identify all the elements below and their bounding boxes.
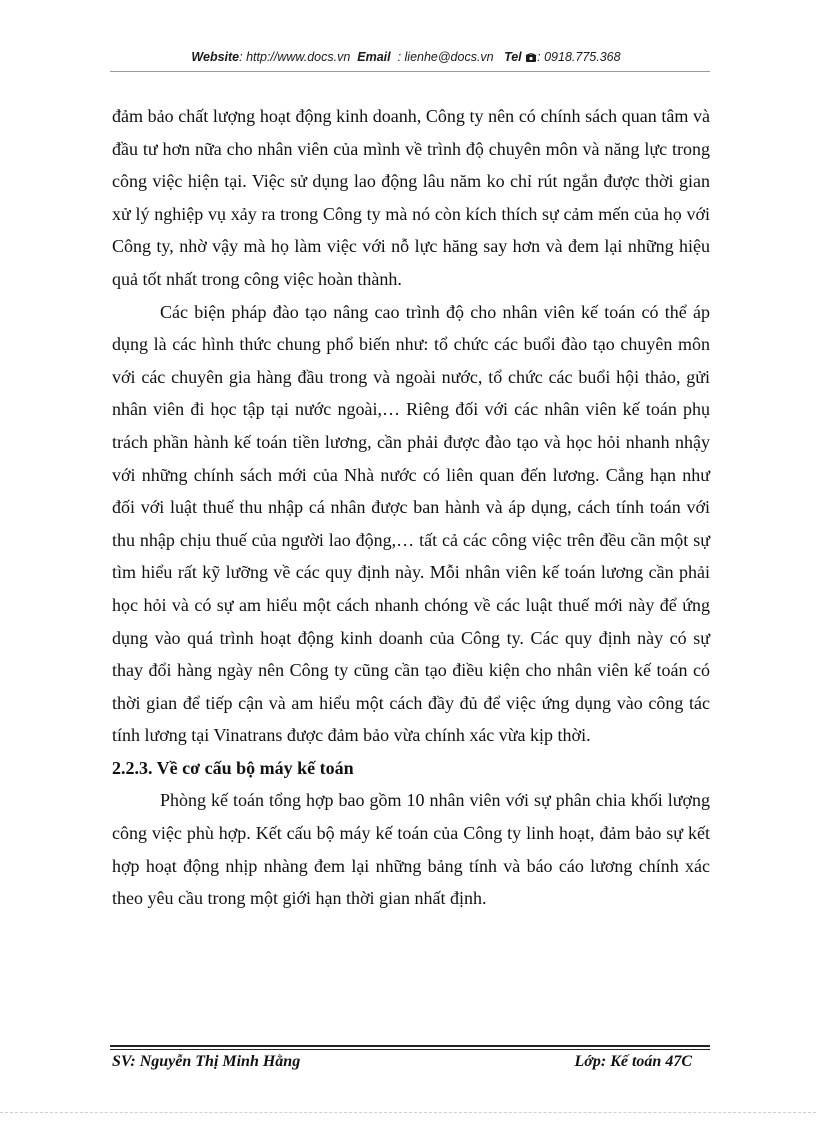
page-header	[110, 50, 702, 66]
footer-class-name: Lớp: Kế toán 47C	[574, 1053, 692, 1070]
document-body	[112, 100, 710, 915]
footer-student-name: SV: Nguyễn Thị Minh Hằng	[112, 1053, 301, 1070]
phone-icon	[525, 51, 537, 66]
tel-value: : 0918.775.368	[537, 50, 621, 64]
email-label: Email	[357, 50, 391, 64]
header-rule	[110, 71, 710, 72]
footer-rule-thin	[110, 1049, 710, 1050]
tel-label: Tel	[504, 50, 522, 64]
footer-rule-thick	[110, 1045, 710, 1047]
website-value: : http://www.docs.vn	[239, 50, 351, 64]
website-label: Website	[191, 50, 240, 64]
email-value: : lienhe@docs.vn	[397, 50, 494, 64]
paragraph-3: Phòng kế toán tổng hợp bao gồm 10 nhân viên với sự phân chia khối lượng công việc phù hợp. Kết cấu bộ máy kế toán của Công ty linh hoạt, đảm bảo sự kết hợp hoạt động nhịp nhàng đem lại những bảng tính và báo cáo lương chính xác theo yêu cầu trong một giới hạn thời gian nhất định.	[112, 790, 710, 909]
section-heading: 2.2.3. Về cơ cấu bộ máy kế toán	[112, 757, 354, 778]
paragraph-2: Các biện pháp đào tạo nâng cao trình độ cho nhân viên kế toán có thể áp dụng là các hình thức chung phổ biến như: tổ chức các buổi đào tạo chuyên môn với các chuyên gia hàng đầu trong và ngoài nước, tổ chức các buổi hội thảo, gửi nhân viên đi học tập tại nước ngoài,… Riêng đối với các nhân viên kế toán phụ trách phần hành kế toán tiền lương, cần phải được đào tạo và học hỏi nhanh nhậy với những chính sách mới của Nhà nước có liên quan đến lương. Cẳng hạn như đối với luật thuế thu nhập cá nhân được ban hành và áp dụng, cách tính toán với thu nhập chịu thuế của người lao động,… tất cả các công việc trên đều cần một sự tìm hiểu rất kỹ lưỡng về các quy định này. Mỗi nhân viên kế toán lương cần phải học hỏi và có sự am hiểu một cách nhanh chóng về các luật thuế mới này để ứng dụng vào quá trình hoạt động kinh doanh của Công ty. Các quy định này có sự thay đổi hàng ngày nên Công ty cũng cần tạo điều kiện cho nhân viên kế toán có thời gian để tiếp cận và am hiểu một cách đầy đủ để việc ứng dụng vào công tác tính lương tại Vinatrans được đảm bảo vừa chính xác vừa kịp thời.	[112, 301, 710, 746]
paragraph-1: đảm bảo chất lượng hoạt động kinh doanh, Công ty nên có chính sách quan tâm và đầu tư hơn nữa cho nhân viên của mình về trình độ chuyên môn và năng lực trong công việc hiện tại. Việc sử dụng lao động lâu năm ko chỉ rút ngắn được thời gian xử lý nghiệp vụ xảy ra trong Công ty mà nó còn kích thích sự cảm mến của họ với Công ty, nhờ vậy mà họ làm việc với nỗ lực hăng say hơn và đem lại những hiệu quả tốt nhất trong công việc hoàn thành.	[112, 106, 710, 289]
page-bottom-edge	[0, 1112, 816, 1113]
